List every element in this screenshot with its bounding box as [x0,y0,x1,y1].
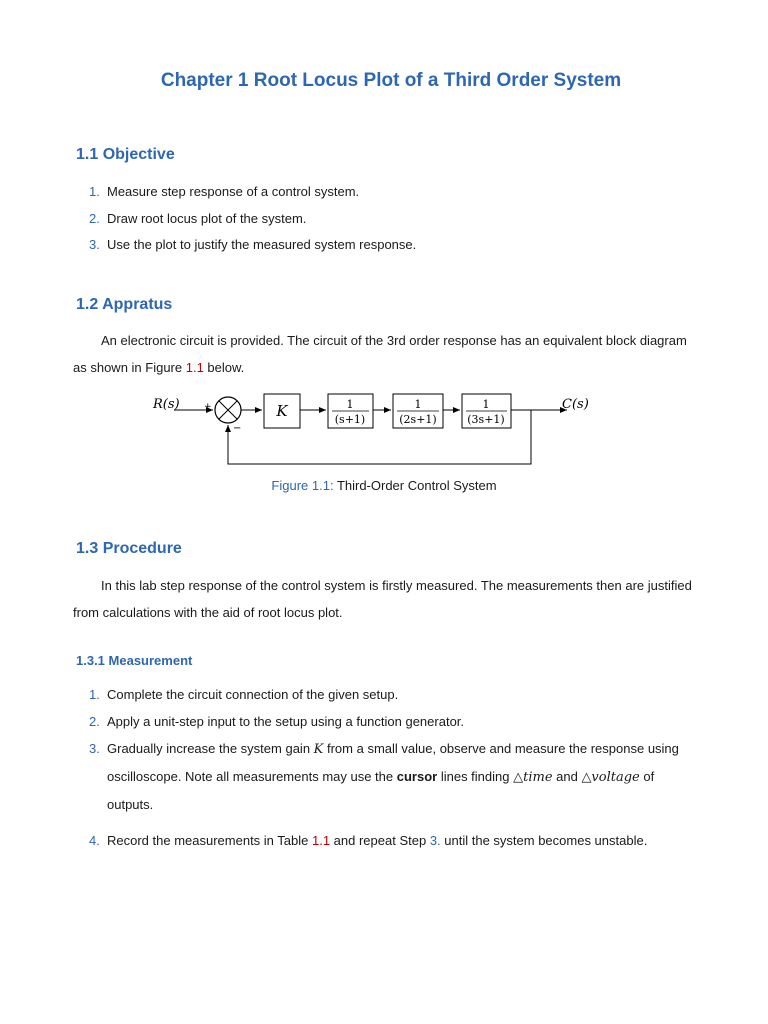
list-item [89,183,359,201]
list-number: 2. [89,714,100,729]
list-item-continuation [107,768,654,787]
text-run: from a small value, observe and measure the response using [323,741,679,756]
transfer-numerator: 1 [482,398,490,411]
section-heading-apparatus: 1.2 Appratus [76,296,173,313]
figure-caption [0,478,768,493]
list-item-continuation: outputs. [107,797,154,812]
list-text: Complete the circuit connection of the given setup. [107,687,399,702]
text-run: of [639,769,655,784]
apparatus-paragraph-line1: An electronic circuit is provided. The circuit of the 3rd order response has an equivalent block diagram [101,333,687,348]
transfer-numerator: 1 [414,398,422,411]
text-run: as shown in Figure [73,360,186,375]
section-heading-procedure: 1.3 Procedure [76,540,182,557]
chapter-title: Chapter 1 Root Locus Plot of a Third Order System [160,70,622,91]
list-text: Apply a unit-step input to the setup using a function generator. [107,714,465,729]
list-text: Use the plot to justify the measured system response. [107,237,417,252]
section-heading-objective: 1.1 Objective [76,146,175,163]
delta-time: △time [513,770,553,785]
text-run: until the system becomes unstable. [440,833,648,848]
list-number: 2. [89,211,100,226]
step-reference-link[interactable]: 3. [429,833,441,848]
list-number: 3. [89,237,100,252]
list-item [89,686,398,704]
figure-reference-link[interactable]: 1.1 [185,360,204,375]
list-text: Draw root locus plot of the system. [107,211,307,226]
plus-sign: + [204,402,212,412]
subsection-heading-measurement: 1.3.1 Measurement [76,653,193,668]
list-item [89,713,464,731]
text-run: lines finding [437,769,514,784]
list-item [89,740,679,759]
list-item [89,832,647,850]
delta-voltage: △voltage [581,770,640,785]
text-run: below. [203,360,245,375]
transfer-denominator: (3s+1) [467,413,505,426]
minus-sign: − [233,423,242,434]
text-run: and [552,769,582,784]
apparatus-paragraph-line2 [73,360,244,375]
text-run: Gradually increase the system gain [107,741,314,756]
gain-symbol: K [313,742,324,757]
list-item [89,210,306,228]
gain-label: K [276,402,288,420]
transfer-denominator: (s+1) [334,413,366,426]
text-run: and repeat Step [330,833,430,848]
table-reference-link[interactable]: 1.1 [311,833,331,848]
list-item [89,236,416,254]
figure-caption-text: Third-Order Control System [333,478,497,493]
output-label: C(s) [562,397,589,412]
procedure-paragraph-line1: In this lab step response of the control system is firstly measured. The measurements then are justified [101,578,692,593]
text-run: Record the measurements in Table [107,833,312,848]
list-number: 1. [89,687,100,702]
cursor-term: cursor [396,769,438,784]
transfer-denominator: (2s+1) [399,413,437,426]
text-run: oscilloscope. Note all measurements may use the [107,769,397,784]
list-number: 1. [89,184,100,199]
list-number: 4. [89,833,100,848]
transfer-numerator: 1 [346,398,354,411]
list-text: Measure step response of a control system. [107,184,360,199]
input-label: R(s) [153,397,180,412]
figure-label: Figure 1.1: [271,478,334,493]
block-diagram [150,386,610,470]
procedure-paragraph-line2: from calculations with the aid of root locus plot. [73,605,343,620]
list-number: 3. [89,741,100,756]
